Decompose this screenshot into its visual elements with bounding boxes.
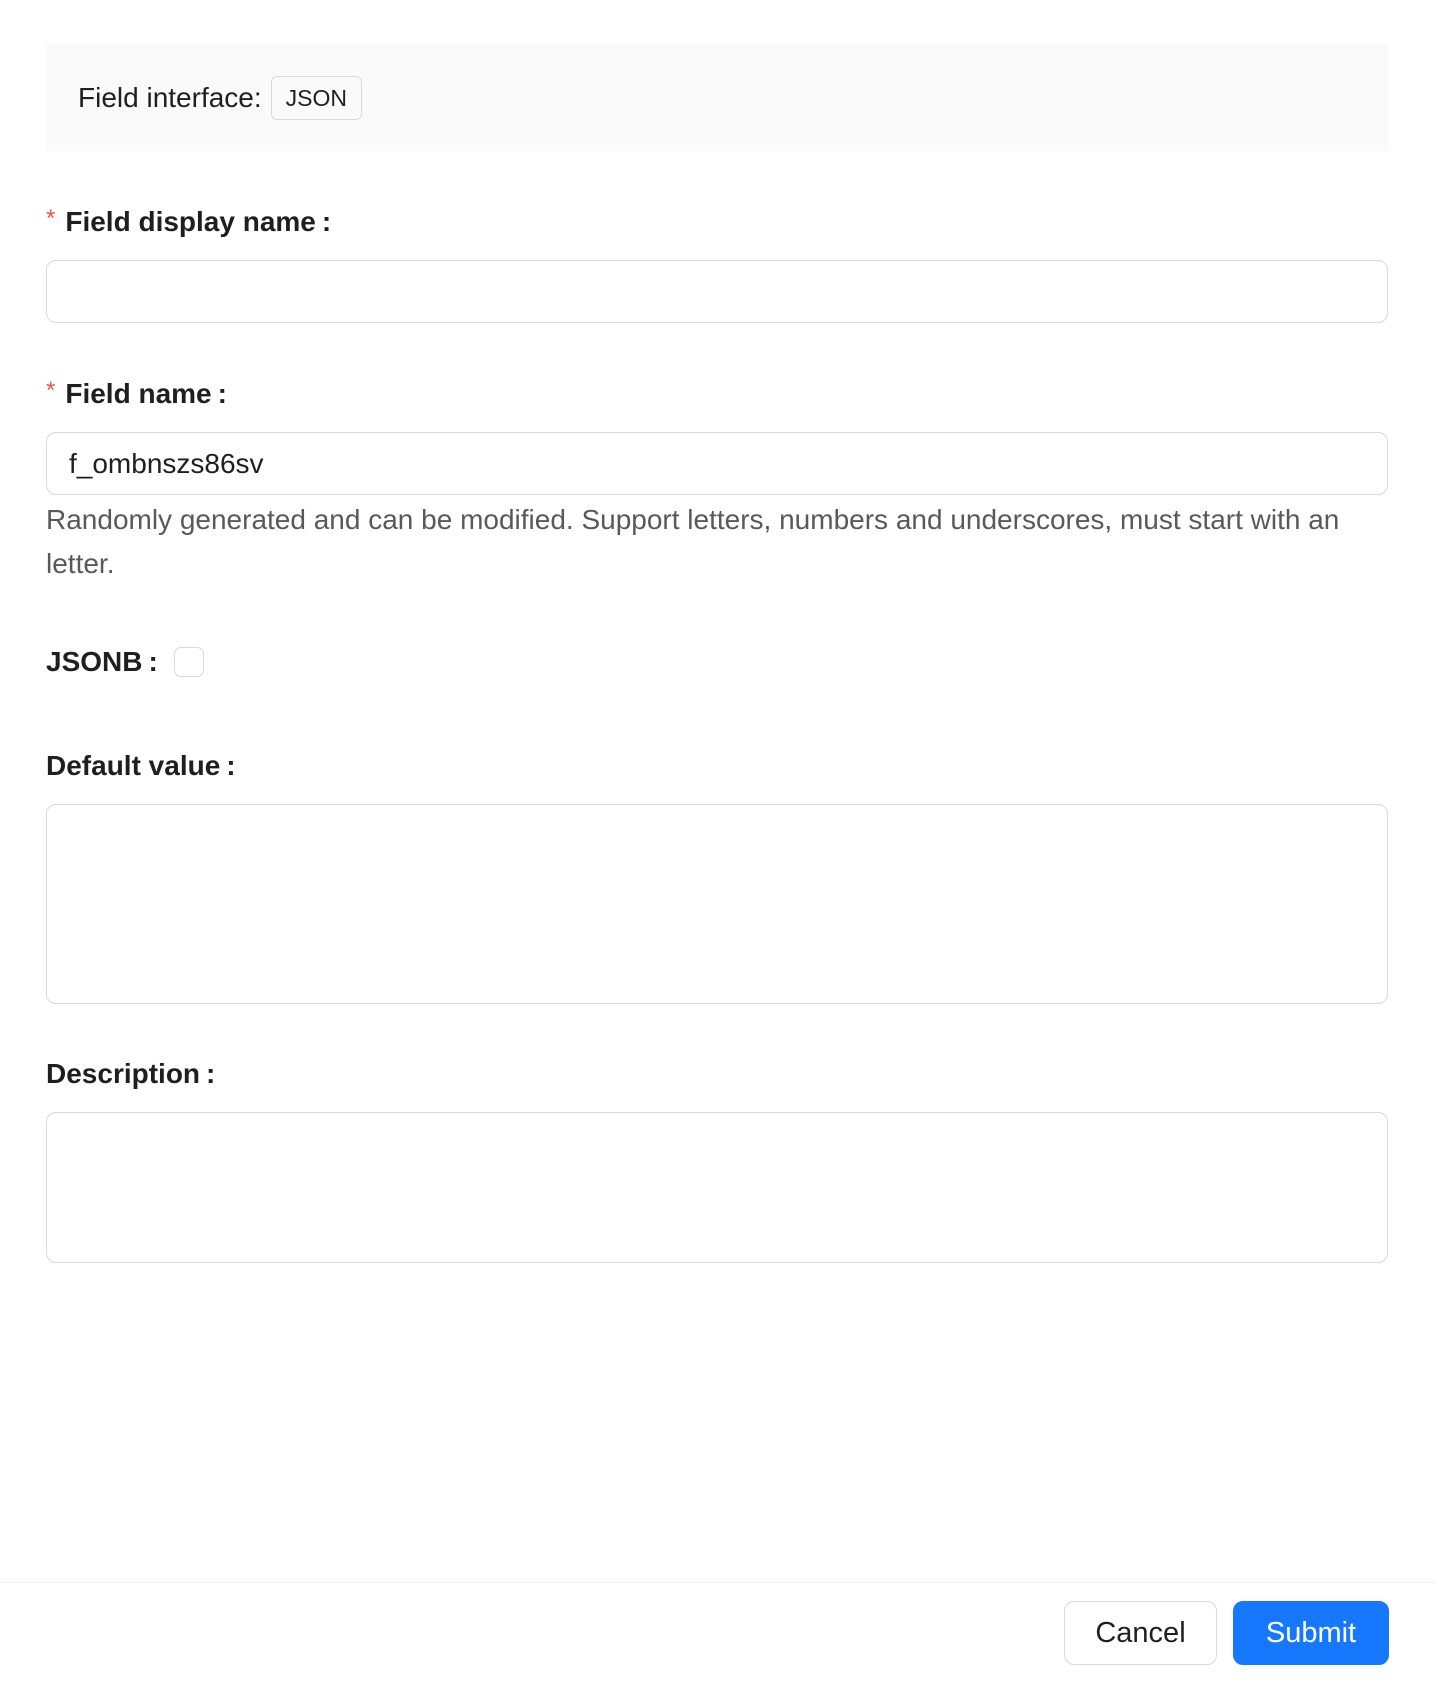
description-textarea[interactable] [46, 1112, 1388, 1263]
field-name-label [46, 378, 227, 410]
default-value-label [46, 750, 236, 782]
label-colon: : [148, 646, 158, 677]
description-label [46, 1058, 215, 1090]
field-name-label-text: Field name [65, 378, 212, 409]
label-colon: : [226, 750, 236, 781]
field-display-name-label [46, 206, 331, 238]
submit-button[interactable]: Submit [1233, 1601, 1389, 1665]
cancel-button[interactable]: Cancel [1064, 1601, 1217, 1665]
description-label-text: Description [46, 1058, 201, 1089]
required-mark: * [46, 377, 56, 404]
jsonb-row [46, 646, 204, 678]
field-display-name-label-text: Field display name [65, 206, 316, 237]
field-interface-label: Field interface: [78, 81, 262, 113]
field-interface-tag: JSON [271, 76, 362, 120]
field-interface-panel [46, 44, 1388, 151]
required-mark: * [46, 205, 56, 232]
drawer-footer [0, 1582, 1436, 1682]
jsonb-checkbox[interactable] [174, 647, 204, 677]
field-name-help-text: Randomly generated and can be modified. Support letters, numbers and underscores, must start with an letter. [46, 504, 1340, 579]
jsonb-label-text: JSONB [46, 646, 143, 677]
default-value-label-text: Default value [46, 750, 221, 781]
label-colon: : [206, 1058, 216, 1089]
label-colon: : [217, 378, 227, 409]
default-value-textarea[interactable] [46, 804, 1388, 1004]
field-display-name-input[interactable] [46, 260, 1388, 323]
label-colon: : [321, 206, 332, 237]
field-name-input[interactable] [46, 432, 1388, 495]
